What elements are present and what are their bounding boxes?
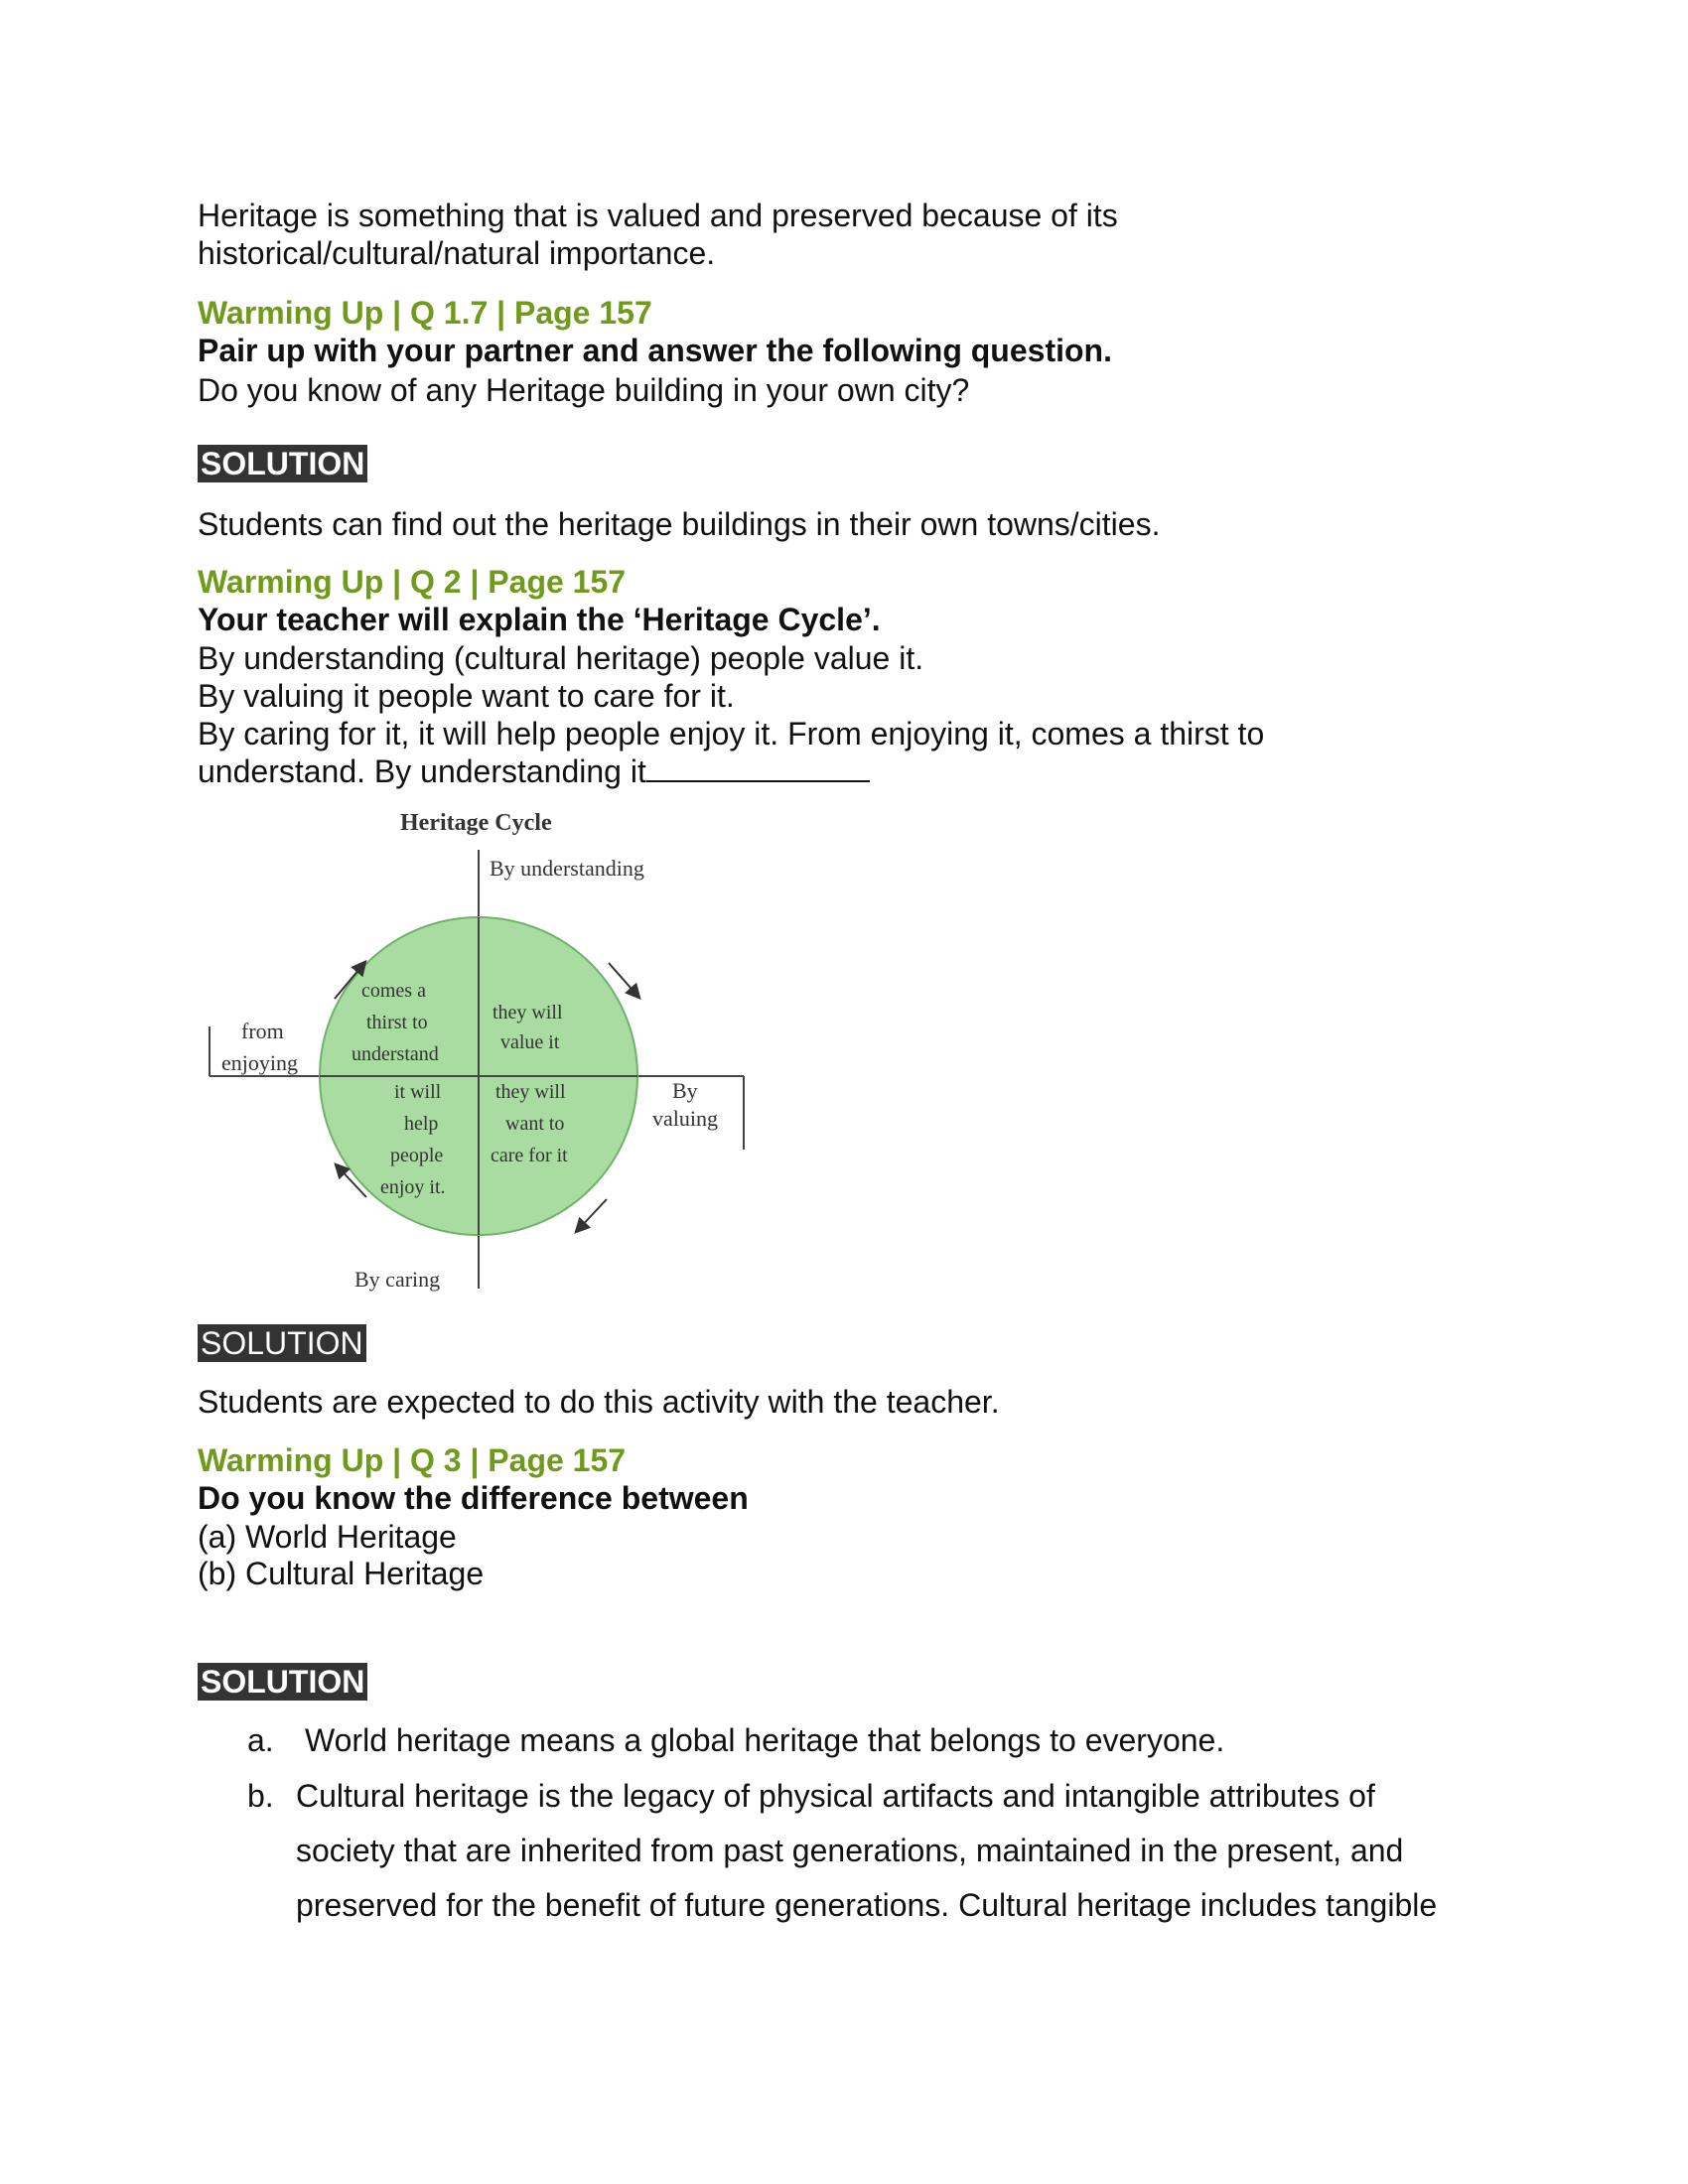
q-bl-3: people — [390, 1145, 444, 1166]
q3-solution-label: SOLUTION — [198, 1663, 367, 1701]
diagram-title: Heritage Cycle — [400, 810, 552, 836]
answer-b-line-1: Cultural heritage is the legacy of physical artifacts and intangible attributes of — [296, 1778, 1375, 1814]
q-tr-1: they will — [492, 1002, 563, 1024]
answer-b-line-3: preserved for the benefit of future generations. Cultural heritage includes tangible — [296, 1887, 1438, 1923]
q2-solution-label: SOLUTION — [198, 1324, 366, 1362]
q17-question: Do you know of any Heritage building in your own city? — [198, 372, 970, 408]
q-br-3: care for it — [491, 1145, 568, 1166]
q17-solution-label: SOLUTION — [198, 445, 367, 482]
q17-heading: Warming Up | Q 1.7 | Page 157 — [198, 295, 652, 331]
q3-option-b: (b) Cultural Heritage — [198, 1556, 485, 1591]
q3-option-a: (a) World Heritage — [198, 1519, 457, 1555]
q2-prompt: Your teacher will explain the ‘Heritage Cycle’. — [198, 602, 881, 637]
q3-prompt: Do you know the difference between — [198, 1480, 749, 1516]
label-by-right-2: valuing — [652, 1106, 718, 1131]
q-bl-2: help — [404, 1113, 439, 1135]
q2-line-3: By caring for it, it will help people enjoy it. From enjoying it, comes a thirst to — [198, 716, 1265, 751]
q2-line-2: By valuing it people want to care for it. — [198, 678, 735, 714]
label-by-caring: By caring — [354, 1267, 441, 1292]
intro-line-1: Heritage is something that is valued and preserved because of its — [198, 198, 1118, 233]
q-bl-4: enjoy it. — [380, 1176, 446, 1198]
answer-a-text: World heritage means a global heritage that belongs to everyone. — [305, 1722, 1225, 1758]
label-by-right-1: By — [672, 1078, 698, 1103]
q-tr-2: value it — [500, 1031, 560, 1053]
label-from: from — [241, 1019, 284, 1043]
q17-prompt: Pair up with your partner and answer the following question. — [198, 333, 1112, 368]
label-by-understanding: By understanding — [490, 856, 644, 881]
answer-a-marker: a. — [247, 1722, 274, 1758]
q17-answer: Students can find out the heritage buildings in their own towns/cities. — [198, 506, 1161, 542]
q-br-1: they will — [495, 1081, 566, 1103]
q2-answer: Students are expected to do this activity with the teacher. — [198, 1384, 1000, 1420]
q3-heading: Warming Up | Q 3 | Page 157 — [198, 1442, 627, 1478]
answer-b-marker: b. — [247, 1778, 274, 1814]
q2-line-4 — [198, 752, 870, 790]
q-bl-1: it will — [394, 1081, 442, 1103]
q-tl-3: understand — [352, 1043, 439, 1065]
fill-in-blank — [646, 752, 870, 782]
q2-line-4-text: understand. By understanding it — [198, 753, 646, 789]
q-br-2: want to — [505, 1113, 565, 1135]
arrow-bottom-right — [577, 1199, 607, 1231]
q-tl-1: comes a — [361, 980, 426, 1002]
heritage-cycle-diagram — [198, 800, 754, 1297]
q2-heading: Warming Up | Q 2 | Page 157 — [198, 564, 627, 600]
q-tl-2: thirst to — [366, 1012, 428, 1033]
label-enjoying: enjoying — [221, 1050, 298, 1075]
answer-b-line-2: society that are inherited from past generations, maintained in the present, and — [296, 1833, 1404, 1868]
q2-line-1: By understanding (cultural heritage) people value it. — [198, 640, 924, 676]
intro-line-2: historical/cultural/natural importance. — [198, 235, 716, 271]
